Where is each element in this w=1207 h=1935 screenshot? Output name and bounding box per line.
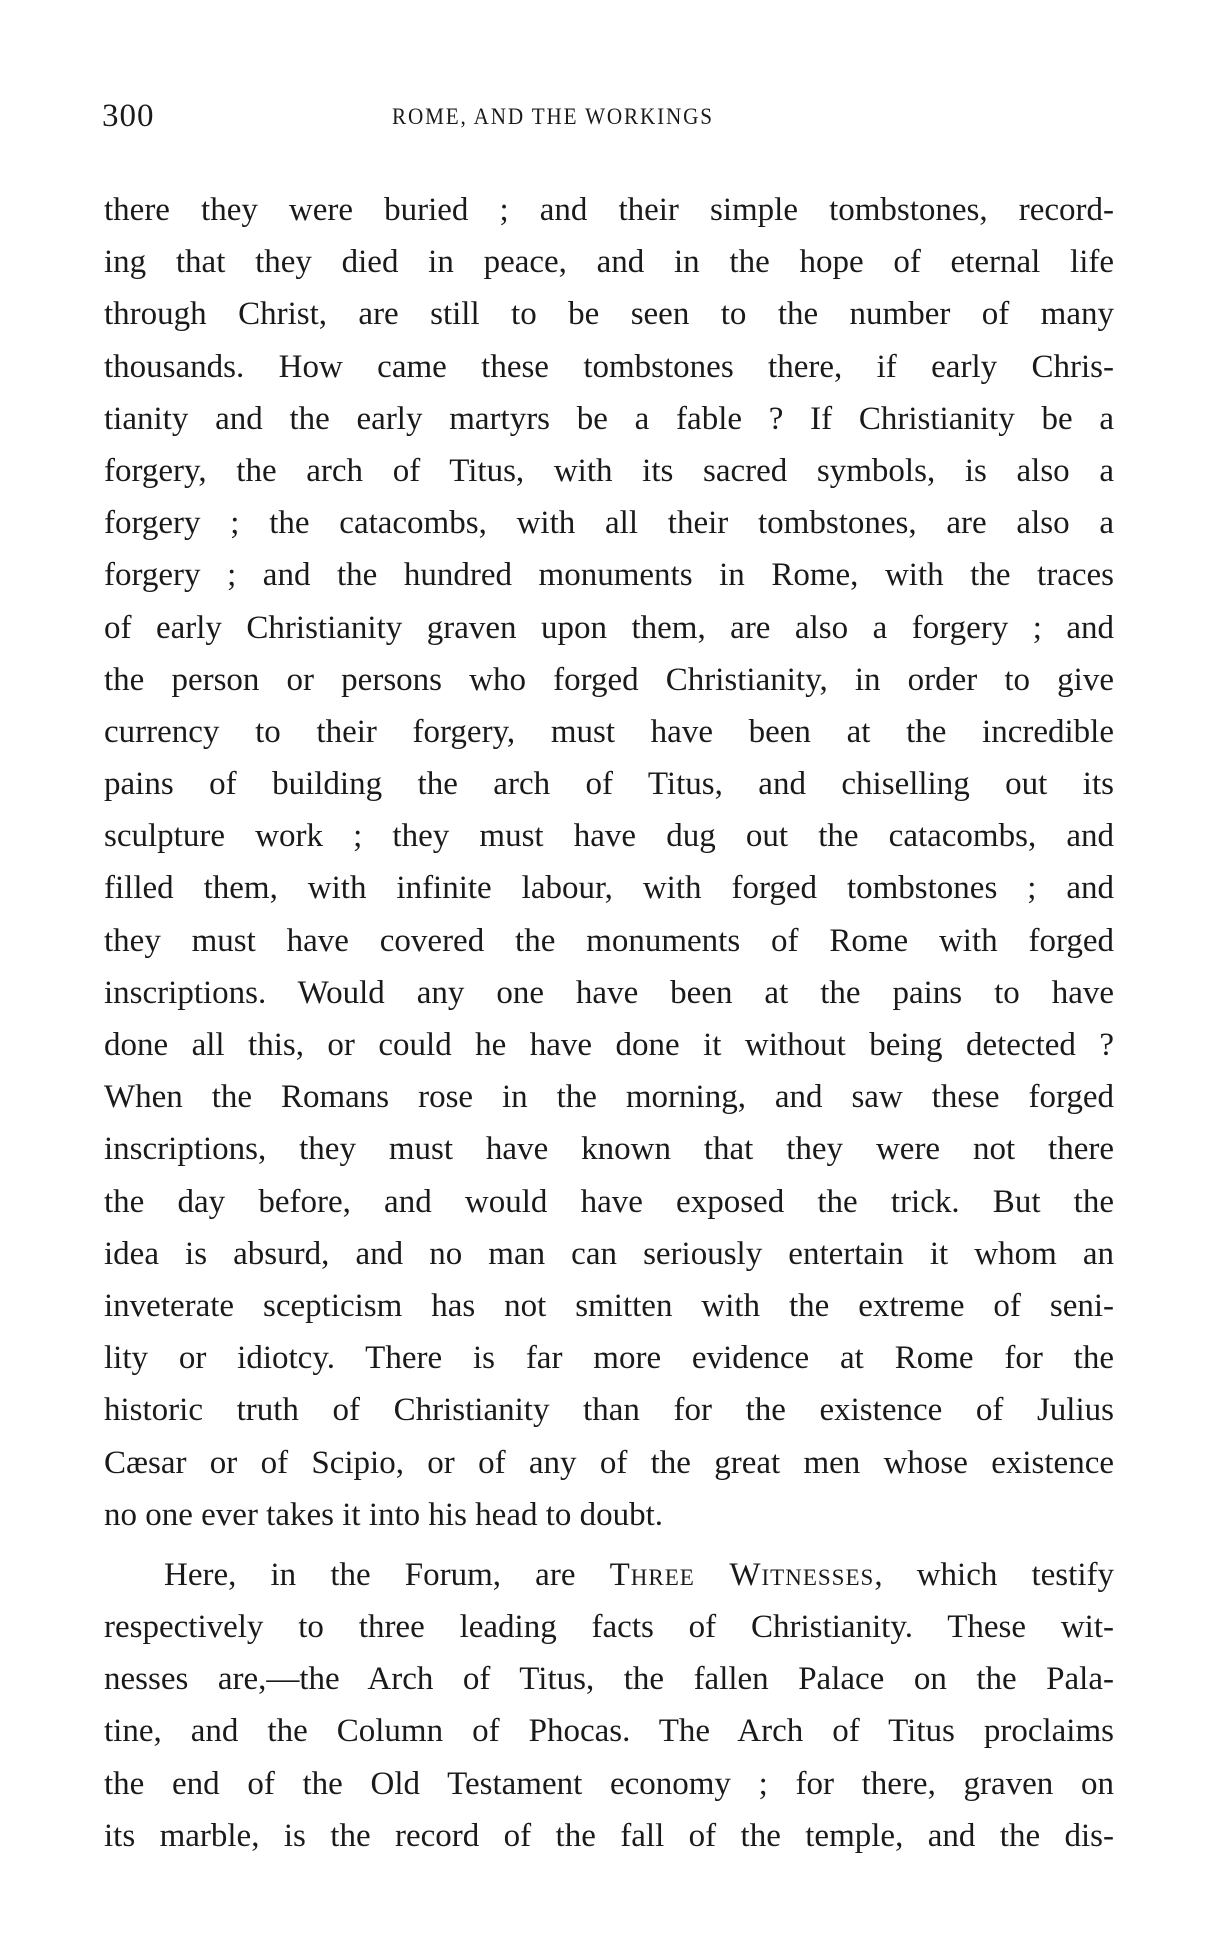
text-line: the day before, and would have exposed the trick. But the bbox=[104, 1183, 1114, 1220]
text-line: inscriptions. Would any one have been at the pains to have bbox=[104, 974, 1114, 1011]
text-line: sculpture work ; they must have dug out the catacombs, and bbox=[104, 818, 1114, 855]
text-line: lity or idiotcy. There is far more evidence at Rome for the bbox=[104, 1340, 1114, 1377]
text-line: idea is absurd, and no man can seriously entertain it whom an bbox=[104, 1235, 1114, 1272]
text-line: inveterate scepticism has not smitten with the extreme of seni- bbox=[104, 1287, 1114, 1324]
paragraph-1 bbox=[104, 184, 1114, 1541]
text-line: the end of the Old Testament economy ; for there, graven on bbox=[104, 1765, 1114, 1802]
body-text bbox=[104, 184, 1114, 1862]
page-number: 300 bbox=[102, 98, 155, 134]
paragraph-2 bbox=[104, 1549, 1114, 1862]
running-head bbox=[102, 98, 1112, 138]
text-line: there they were buried ; and their simple tombstones, record- bbox=[104, 192, 1114, 228]
text-line bbox=[104, 1549, 1114, 1601]
paragraph-gap bbox=[104, 1541, 1114, 1549]
text-run: Here, in the Forum, are bbox=[164, 1556, 610, 1593]
text-line: the person or persons who forged Christianity, in order to give bbox=[104, 661, 1114, 698]
text-line: thousands. How came these tombstones there, if early Chris- bbox=[104, 348, 1114, 385]
text-line: they must have covered the monuments of Rome with forged bbox=[104, 922, 1114, 959]
text-line: ing that they died in peace, and in the hope of eternal life bbox=[104, 244, 1114, 281]
small-caps-phrase: Three Witnesses bbox=[609, 1556, 875, 1593]
text-line: respectively to three leading facts of Christianity. These wit- bbox=[104, 1609, 1114, 1646]
text-line: filled them, with infinite labour, with forged tombstones ; and bbox=[104, 870, 1114, 907]
text-line: currency to their forgery, must have been at the incredible bbox=[104, 713, 1114, 750]
text-line: nesses are,—the Arch of Titus, the fallen Palace on the Pala- bbox=[104, 1661, 1114, 1698]
text-line: done all this, or could he have done it without being detected ? bbox=[104, 1027, 1114, 1063]
text-line: forgery ; the catacombs, with all their tombstones, are also a bbox=[104, 505, 1114, 542]
running-title: ROME, AND THE WORKINGS bbox=[392, 104, 714, 129]
text-line: Cæsar or of Scipio, or of any of the great men whose existence bbox=[104, 1444, 1114, 1481]
text-line: forgery ; and the hundred monuments in Rome, with the traces bbox=[104, 557, 1114, 594]
text-line: no one ever takes it into his head to doubt. bbox=[104, 1496, 664, 1533]
text-line: When the Romans rose in the morning, and saw these forged bbox=[104, 1079, 1114, 1116]
text-line: its marble, is the record of the fall of the temple, and the dis- bbox=[104, 1817, 1114, 1854]
text-run: , which testify bbox=[874, 1556, 1114, 1593]
text-line: tine, and the Column of Phocas. The Arch of Titus proclaims bbox=[104, 1713, 1114, 1750]
text-line: inscriptions, they must have known that they were not there bbox=[104, 1131, 1114, 1168]
text-line: pains of building the arch of Titus, and chiselling out its bbox=[104, 766, 1114, 803]
text-line: through Christ, are still to be seen to the number of many bbox=[104, 296, 1114, 333]
text-line: forgery, the arch of Titus, with its sacred symbols, is also a bbox=[104, 452, 1114, 489]
text-line: historic truth of Christianity than for the existence of Julius bbox=[104, 1392, 1114, 1429]
text-line: tianity and the early martyrs be a fable ? If Christianity be a bbox=[104, 400, 1114, 437]
text-line: of early Christianity graven upon them, are also a forgery ; and bbox=[104, 609, 1114, 646]
